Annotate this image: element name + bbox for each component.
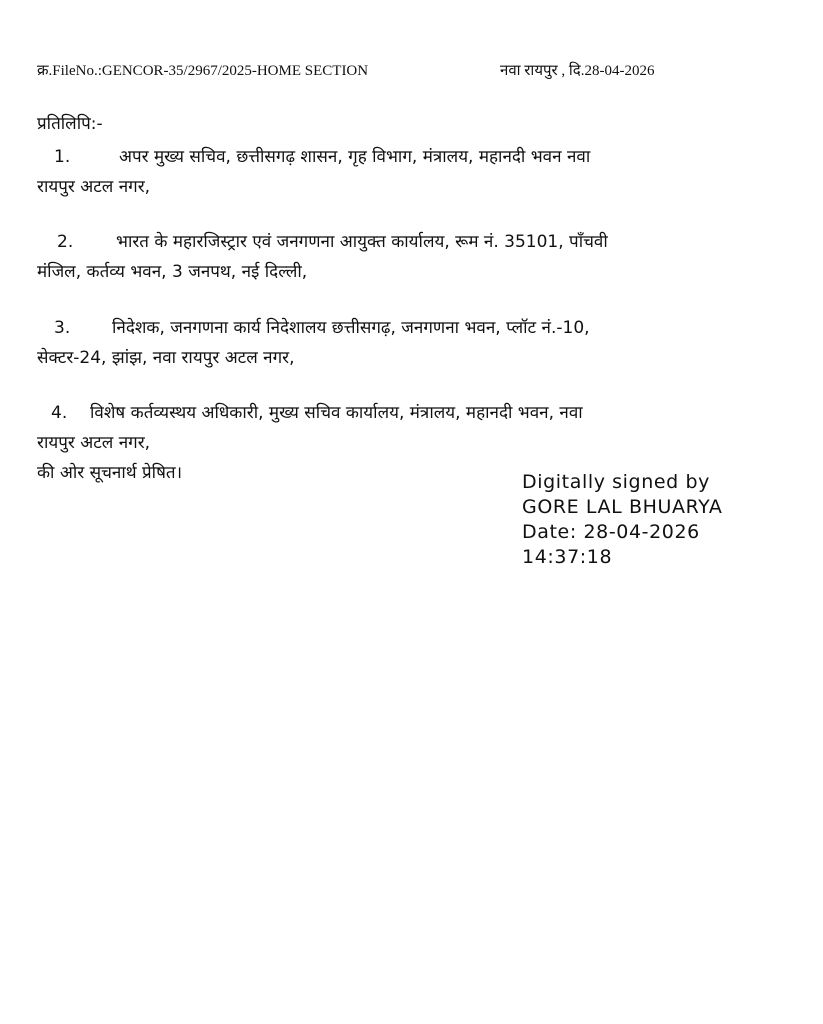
signature-line: Digitally signed by xyxy=(522,471,710,493)
recipient-line-1 xyxy=(37,313,777,343)
item-number: 4. xyxy=(51,403,68,423)
recipient-line-1 xyxy=(37,142,777,172)
recipient-item xyxy=(37,227,777,287)
file-number: क्र.FileNo.:GENCOR-35/2967/2025-HOME SECTION xyxy=(37,63,369,79)
item-number: 2. xyxy=(57,232,74,252)
signature-date: Date: 28-04-2026 xyxy=(522,521,700,543)
signer-name: GORE LAL BHUARYA xyxy=(522,496,723,518)
item-text: निदेशक, जनगणना कार्य निदेशालय छत्तीसगढ़, जनगणना भवन, प्लॉट नं.-10, xyxy=(112,318,590,338)
item-text: विशेष कर्तव्यस्थय अधिकारी, मुख्य सचिव कार्यालय, मंत्रालय, महानदी भवन, नवा xyxy=(90,403,583,423)
place-and-date: नवा रायपुर , दि.28-04-2026 xyxy=(500,63,655,79)
item-number: 3. xyxy=(54,318,71,338)
recipient-line-1 xyxy=(37,227,777,257)
item-text: भारत के महारजिस्ट्रार एवं जनगणना आयुक्त कार्यालय, रूम नं. 35101, पाँचवी xyxy=(116,232,608,252)
recipient-line-2: मंजिल, कर्तव्य भवन, 3 जनपथ, नई दिल्ली, xyxy=(37,262,308,282)
item-text: अपर मुख्य सचिव, छत्तीसगढ़ शासन, गृह विभाग, मंत्रालय, महानदी भवन नवा xyxy=(119,147,591,167)
recipient-line-2: रायपुर अटल नगर, xyxy=(37,177,151,197)
closing-note: की ओर सूचनार्थ प्रेषित। xyxy=(37,463,183,483)
recipient-item xyxy=(37,142,777,202)
copy-heading: प्रतिलिपि:- xyxy=(37,114,103,134)
digital-signature xyxy=(522,470,802,570)
document-header xyxy=(37,60,737,82)
recipient-line-2: रायपुर अटल नगर, xyxy=(37,433,151,453)
recipient-line-1 xyxy=(37,398,777,428)
recipient-item xyxy=(37,398,777,458)
item-number: 1. xyxy=(54,147,71,167)
recipient-item xyxy=(37,313,777,373)
recipient-line-2: सेक्टर-24, झांझ, नवा रायपुर अटल नगर, xyxy=(37,348,295,368)
signature-time: 14:37:18 xyxy=(522,546,613,568)
